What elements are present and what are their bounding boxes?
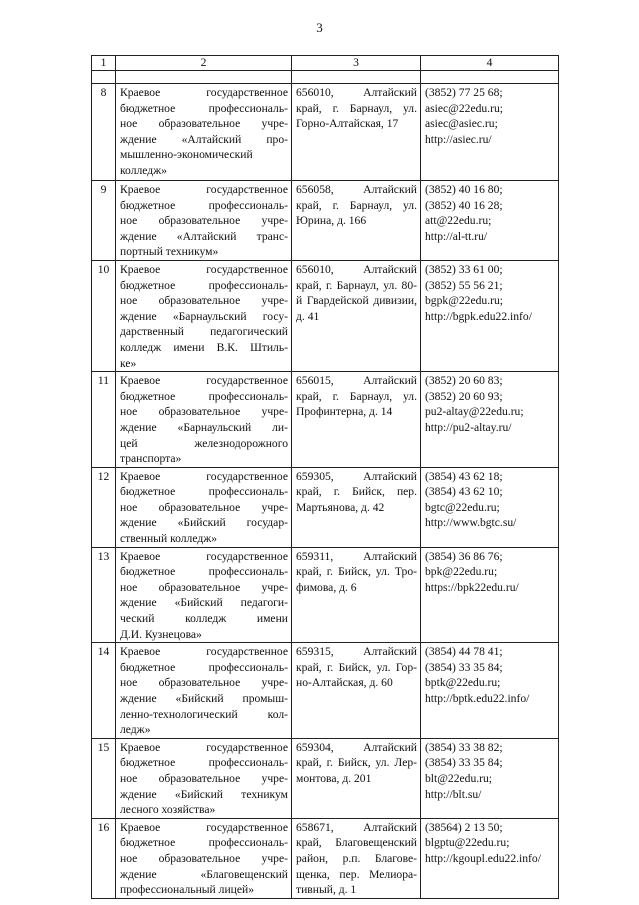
contacts-cell-line: (3852) 33 61 00; xyxy=(425,262,503,276)
contacts-cell-line: bpk@22edu.ru; xyxy=(425,565,498,579)
institution-name-cell-line: колледж» xyxy=(120,163,167,177)
row-number: 16 xyxy=(92,818,116,898)
contacts-cell xyxy=(421,372,559,468)
contacts-cell-line: (3854) 43 62 10; xyxy=(425,485,503,499)
contacts-cell-line: (3852) 40 16 28; xyxy=(425,198,503,212)
address-cell-line: край, г. Барнаул, ул. xyxy=(296,101,417,115)
contacts-cell-line: att@22edu.ru; xyxy=(425,214,492,228)
address-cell xyxy=(292,260,421,371)
institution-name-cell-line: бюджетное профессиональ- xyxy=(120,389,288,403)
table-row xyxy=(92,84,559,181)
contacts-cell-line: http://blt.su/ xyxy=(425,787,482,801)
row-number: 11 xyxy=(92,372,116,468)
address-cell-line: край, г. Барнаул, ул. xyxy=(296,389,417,403)
table-row xyxy=(92,643,559,739)
contacts-cell-line: http://www.bgtc.su/ xyxy=(425,516,517,530)
institution-name-cell-line: Краевое государственное xyxy=(120,645,288,659)
contacts-cell xyxy=(421,181,559,261)
institution-name-cell-line: Краевое государственное xyxy=(120,183,288,196)
contacts-cell-line: bptk@22edu.ru; xyxy=(425,676,501,690)
institution-name-cell-line: ное образовательное учре- xyxy=(120,405,288,419)
institution-name-cell xyxy=(116,181,292,261)
contacts-cell xyxy=(421,260,559,371)
institution-name-cell-line: Краевое государственное xyxy=(120,469,288,483)
institution-name-cell-line: бюджетное профессиональ- xyxy=(120,198,288,212)
contacts-cell-line: asiec@22edu.ru; xyxy=(425,101,503,115)
table-body xyxy=(92,84,559,899)
institution-name-cell-line: ленно-технологический кол- xyxy=(120,707,288,721)
institution-name-cell-line: ческий колледж имени xyxy=(120,612,288,626)
institution-name-cell xyxy=(116,467,292,547)
address-cell-line: й Гвардейской дивизии, xyxy=(296,294,417,308)
institution-name-cell-line: ное образовательное учре- xyxy=(120,214,288,228)
contacts-cell-line: (3854) 43 62 18; xyxy=(425,469,503,483)
address-cell-line: 659315, Алтайский xyxy=(296,645,417,659)
row-number: 15 xyxy=(92,738,116,818)
contacts-cell-line: bgtc@22edu.ru; xyxy=(425,500,500,514)
address-cell-line: 656058, Алтайский xyxy=(296,183,417,196)
institution-name-cell-line: ждение «Алтайский про- xyxy=(120,132,288,146)
institution-name-cell-line: ждение «Бийский государ- xyxy=(120,516,288,530)
contacts-cell-line: blgptu@22edu.ru; xyxy=(425,836,510,850)
contacts-cell-line: (3852) 20 60 83; xyxy=(425,374,503,388)
institution-name-cell-line: профессиональный лицей» xyxy=(120,883,255,897)
address-cell-line: 656010, Алтайский xyxy=(296,262,417,276)
institution-name-cell-line: бюджетное профессиональ- xyxy=(120,756,288,770)
contacts-cell-line: (3854) 33 38 82; xyxy=(425,740,503,754)
institution-name-cell-line: ное образовательное учре- xyxy=(120,500,288,514)
institution-name-cell-line: ледж» xyxy=(120,723,151,737)
institution-name-cell-line: мышленно-экономический xyxy=(120,148,253,162)
address-cell-line: монтова, д. 201 xyxy=(296,771,372,785)
address-cell-line: край, г. Бийск, пер. xyxy=(296,485,417,499)
address-cell-line: Профинтерна, д. 14 xyxy=(296,405,393,419)
institution-name-cell-line: Краевое государственное xyxy=(120,820,288,834)
contacts-cell-line: bgpk@22edu.ru; xyxy=(425,294,503,308)
contacts-cell-line: (3854) 36 86 76; xyxy=(425,549,503,563)
contacts-cell xyxy=(421,84,559,181)
institution-name-cell-line: ное образовательное учре- xyxy=(120,117,288,131)
address-cell-line: щенка, пер. Мелиора- xyxy=(296,867,417,881)
institution-name-cell-line: ждение «Барнаульский госу- xyxy=(120,309,288,323)
institution-name-cell-line: ждение «Благовещенский xyxy=(120,867,288,881)
contacts-cell xyxy=(421,818,559,898)
header-row xyxy=(92,56,559,71)
institution-name-cell-line: бюджетное профессиональ- xyxy=(120,565,288,579)
contacts-cell-line: (3852) 55 56 21; xyxy=(425,278,503,292)
address-cell-line: 659305, Алтайский xyxy=(296,469,417,483)
contacts-cell-line: (3852) 20 60 93; xyxy=(425,389,503,403)
contacts-cell-line: blt@22edu.ru; xyxy=(425,771,493,785)
institution-name-cell-line: ственный колледж» xyxy=(120,532,218,546)
institution-name-cell-line: бюджетное профессиональ- xyxy=(120,660,288,674)
table-row xyxy=(92,738,559,818)
institution-name-cell-line: ное образовательное учре- xyxy=(120,771,288,785)
address-cell-line: край, г. Барнаул, ул. xyxy=(296,198,417,212)
address-cell-line: 659304, Алтайский xyxy=(296,740,417,754)
institution-name-cell-line: Краевое государственное xyxy=(120,86,288,99)
address-cell-line: тивный, д. 1 xyxy=(296,883,357,897)
institution-name-cell-line: Краевое государственное xyxy=(120,374,288,388)
institution-name-cell-line: транспорта» xyxy=(120,452,182,466)
row-number: 14 xyxy=(92,643,116,739)
contacts-cell-line: (3854) 33 35 84; xyxy=(425,660,503,674)
table-row xyxy=(92,181,559,261)
institution-name-cell-line: бюджетное профессиональ- xyxy=(120,101,288,115)
contacts-cell xyxy=(421,467,559,547)
row-number: 12 xyxy=(92,467,116,547)
contacts-cell-line: asiec@asiec.ru; xyxy=(425,117,498,131)
institution-name-cell xyxy=(116,372,292,468)
contacts-cell-line: http://bgpk.edu22.info/ xyxy=(425,309,532,323)
address-cell-line: Горно-Алтайская, 17 xyxy=(296,117,399,131)
institution-name-cell-line: ждение «Алтайский транс- xyxy=(120,229,288,243)
contacts-cell-line: (38564) 2 13 50; xyxy=(425,820,503,834)
table-row xyxy=(92,547,559,643)
table-row xyxy=(92,260,559,371)
institution-name-cell xyxy=(116,818,292,898)
contacts-cell-line: http://asiec.ru/ xyxy=(425,132,492,146)
row-number: 10 xyxy=(92,260,116,371)
institution-name-cell-line: бюджетное профессиональ- xyxy=(120,485,288,499)
header-col-1: 1 xyxy=(92,56,116,71)
header-col-2: 2 xyxy=(116,56,292,71)
address-cell-line: край, г. Бийск, ул. Тро- xyxy=(296,565,417,579)
institution-name-cell-line: ждение «Барнаульский ли- xyxy=(120,420,288,434)
address-cell-line: край, г. Бийск, ул. Лер- xyxy=(296,756,417,770)
address-cell xyxy=(292,738,421,818)
institution-name-cell-line: цей железнодорожного xyxy=(120,436,288,450)
address-cell-line: 658671, Алтайский xyxy=(296,820,417,834)
contacts-cell-line: https://bpk22edu.ru/ xyxy=(425,580,519,594)
contacts-cell-line: pu2-altay@22edu.ru; xyxy=(425,405,524,419)
spacer-row xyxy=(92,71,559,84)
institution-name-cell-line: Краевое государственное xyxy=(120,262,288,276)
institution-name-cell-line: бюджетное профессиональ- xyxy=(120,836,288,850)
institution-name-cell-line: портный техникум» xyxy=(120,245,219,259)
contacts-cell-line: http://bptk.edu22.info/ xyxy=(425,692,530,705)
institution-name-cell-line: Краевое государственное xyxy=(120,549,288,563)
contacts-cell-line: (3852) 77 25 68; xyxy=(425,86,503,99)
address-cell xyxy=(292,467,421,547)
page-number: 3 xyxy=(316,20,323,35)
row-number: 13 xyxy=(92,547,116,643)
contacts-cell-line: http://al-tt.ru/ xyxy=(425,229,488,243)
institution-name-cell-line: Д.И. Кузнецова» xyxy=(120,627,202,641)
address-cell-line: край, г. Бийск, ул. Гор- xyxy=(296,660,417,674)
institution-name-cell-line: лесного хозяйства» xyxy=(120,803,216,817)
address-cell-line: 656010, Алтайский xyxy=(296,86,417,99)
address-cell-line: район, р.п. Благове- xyxy=(296,851,417,865)
row-number: 8 xyxy=(92,84,116,181)
contacts-cell-line: (3854) 33 35 84; xyxy=(425,756,503,770)
address-cell-line: 656015, Алтайский xyxy=(296,374,417,388)
address-cell xyxy=(292,372,421,468)
institution-name-cell xyxy=(116,260,292,371)
row-number: 9 xyxy=(92,181,116,261)
institutions-table xyxy=(91,55,559,899)
header-col-4: 4 xyxy=(421,56,559,71)
address-cell-line: но-Алтайская, д. 60 xyxy=(296,676,393,690)
contacts-cell-line: http://kgoupl.edu22.info/ xyxy=(425,851,541,865)
institution-name-cell-line: ное образовательное учре- xyxy=(120,580,288,594)
address-cell-line: край, Благовещенский xyxy=(296,836,417,850)
institution-name-cell-line: бюджетное профессиональ- xyxy=(120,278,288,292)
contacts-cell-line: (3852) 40 16 80; xyxy=(425,183,503,196)
address-cell-line: фимова, д. 6 xyxy=(296,580,357,594)
contacts-cell xyxy=(421,547,559,643)
contacts-cell xyxy=(421,643,559,739)
institution-name-cell xyxy=(116,84,292,181)
institution-name-cell xyxy=(116,547,292,643)
table-row xyxy=(92,818,559,898)
address-cell xyxy=(292,818,421,898)
institution-name-cell-line: ное образовательное учре- xyxy=(120,676,288,690)
table-row xyxy=(92,467,559,547)
address-cell xyxy=(292,181,421,261)
address-cell-line: Мартьянова, д. 42 xyxy=(296,500,385,514)
institution-name-cell-line: Краевое государственное xyxy=(120,740,288,754)
address-cell-line: д. 41 xyxy=(296,309,320,323)
institution-name-cell-line: ное образовательное учре- xyxy=(120,851,288,865)
address-cell xyxy=(292,643,421,739)
institution-name-cell-line: ждение «Бийский техникум xyxy=(120,787,288,801)
contacts-cell-line: (3854) 44 78 41; xyxy=(425,645,503,659)
contacts-cell xyxy=(421,738,559,818)
address-cell xyxy=(292,84,421,181)
address-cell-line: край, г. Барнаул, ул. 80- xyxy=(296,278,417,292)
institution-name-cell-line: ке» xyxy=(120,356,137,370)
institution-name-cell xyxy=(116,738,292,818)
institution-name-cell-line: ждение «Бийский промыш- xyxy=(120,692,288,705)
institution-name-cell xyxy=(116,643,292,739)
institution-name-cell-line: дарственный педагогический xyxy=(120,325,288,339)
header-col-3: 3 xyxy=(292,56,421,71)
institution-name-cell-line: колледж имени В.К. Штиль- xyxy=(120,340,288,354)
institution-name-cell-line: ное образовательное учре- xyxy=(120,294,288,308)
table-row xyxy=(92,372,559,468)
address-cell-line: Юрина, д. 166 xyxy=(296,214,367,228)
institution-name-cell-line: ждение «Бийский педагоги- xyxy=(120,596,288,610)
contacts-cell-line: http://pu2-altay.ru/ xyxy=(425,420,512,434)
address-cell xyxy=(292,547,421,643)
address-cell-line: 659311, Алтайский xyxy=(296,549,417,563)
